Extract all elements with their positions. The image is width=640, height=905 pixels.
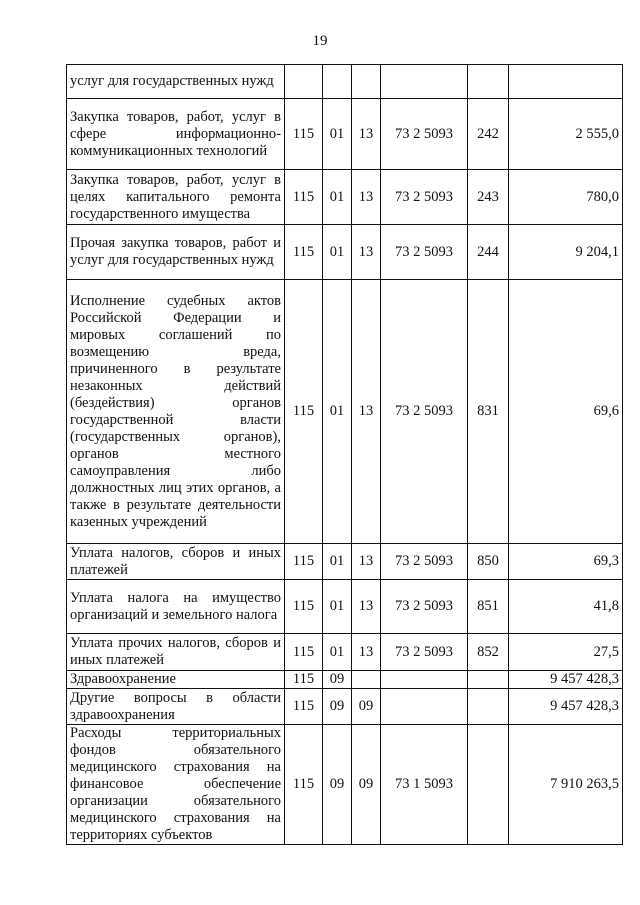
target-code-cell: 73 2 5093 (381, 580, 468, 634)
row-name-cell: Уплата налога на имущество организаций и земельного налога (67, 580, 285, 634)
subsection-code-cell (352, 65, 381, 99)
table-row (67, 65, 623, 99)
section-code-cell: 01 (323, 634, 352, 671)
target-code-cell: 73 2 5093 (381, 634, 468, 671)
section-code-cell: 09 (323, 689, 352, 725)
table-row (67, 280, 623, 544)
table-body (67, 65, 623, 845)
section-code-cell (323, 65, 352, 99)
target-code-cell: 73 2 5093 (381, 225, 468, 280)
amount-cell: 27,5 (509, 634, 623, 671)
expense-type-cell: 243 (468, 170, 509, 225)
table-row (67, 725, 623, 845)
table-row (67, 170, 623, 225)
section-code-cell: 09 (323, 671, 352, 689)
ministry-code-cell: 115 (285, 280, 323, 544)
section-code-cell: 01 (323, 225, 352, 280)
row-name-cell: Уплата прочих налогов, сборов и иных платежей (67, 634, 285, 671)
table-row (67, 580, 623, 634)
ministry-code-cell (285, 65, 323, 99)
section-code-cell: 01 (323, 170, 352, 225)
row-name-cell: услуг для государственных нужд (67, 65, 285, 99)
row-name-cell: Исполнение судебных актов Российской Федерации и мировых соглашений по возмещению вреда, причиненного в результате незаконных действий (бездействия) органов государственной власти (государственных органов), органов местного самоуправления либо должностных лиц этих органов, а также в результате деятельности казенных учреждений (67, 280, 285, 544)
expense-type-cell (468, 689, 509, 725)
ministry-code-cell: 115 (285, 170, 323, 225)
amount-cell: 780,0 (509, 170, 623, 225)
table-row (67, 689, 623, 725)
row-name-cell: Закупка товаров, работ, услуг в целях капитального ремонта государственного имущества (67, 170, 285, 225)
subsection-code-cell: 09 (352, 689, 381, 725)
amount-cell: 9 457 428,3 (509, 671, 623, 689)
target-code-cell (381, 65, 468, 99)
target-code-cell: 73 1 5093 (381, 725, 468, 845)
amount-cell: 69,3 (509, 544, 623, 580)
expense-type-cell: 852 (468, 634, 509, 671)
expense-type-cell (468, 65, 509, 99)
section-code-cell: 01 (323, 544, 352, 580)
budget-table (66, 64, 623, 845)
subsection-code-cell: 13 (352, 634, 381, 671)
target-code-cell: 73 2 5093 (381, 280, 468, 544)
subsection-code-cell: 13 (352, 99, 381, 170)
ministry-code-cell: 115 (285, 671, 323, 689)
target-code-cell (381, 671, 468, 689)
expense-type-cell: 850 (468, 544, 509, 580)
row-name-cell: Закупка товаров, работ, услуг в сфере информационно-коммуникационных технологий (67, 99, 285, 170)
table-row (67, 671, 623, 689)
ministry-code-cell: 115 (285, 580, 323, 634)
ministry-code-cell: 115 (285, 725, 323, 845)
expense-type-cell (468, 671, 509, 689)
section-code-cell: 01 (323, 99, 352, 170)
ministry-code-cell: 115 (285, 634, 323, 671)
row-name-cell: Расходы территориальных фондов обязательного медицинского страхования на финансовое обеспечение организации обязательного медицинского страхования на территориях субъектов (67, 725, 285, 845)
subsection-code-cell: 09 (352, 725, 381, 845)
ministry-code-cell: 115 (285, 225, 323, 280)
row-name-cell: Другие вопросы в области здравоохранения (67, 689, 285, 725)
subsection-code-cell (352, 671, 381, 689)
expense-type-cell: 242 (468, 99, 509, 170)
expense-type-cell: 244 (468, 225, 509, 280)
amount-cell: 2 555,0 (509, 99, 623, 170)
row-name-cell: Уплата налогов, сборов и иных платежей (67, 544, 285, 580)
amount-cell: 7 910 263,5 (509, 725, 623, 845)
expense-type-cell: 851 (468, 580, 509, 634)
row-name-cell: Здравоохранение (67, 671, 285, 689)
section-code-cell: 01 (323, 580, 352, 634)
subsection-code-cell: 13 (352, 580, 381, 634)
section-code-cell: 01 (323, 280, 352, 544)
section-code-cell: 09 (323, 725, 352, 845)
subsection-code-cell: 13 (352, 280, 381, 544)
ministry-code-cell: 115 (285, 99, 323, 170)
page-number: 19 (312, 33, 328, 49)
target-code-cell (381, 689, 468, 725)
target-code-cell: 73 2 5093 (381, 170, 468, 225)
expense-type-cell: 831 (468, 280, 509, 544)
amount-cell: 41,8 (509, 580, 623, 634)
amount-cell: 9 457 428,3 (509, 689, 623, 725)
subsection-code-cell: 13 (352, 544, 381, 580)
table-row (67, 544, 623, 580)
ministry-code-cell: 115 (285, 689, 323, 725)
expense-type-cell (468, 725, 509, 845)
amount-cell (509, 65, 623, 99)
table-row (67, 634, 623, 671)
table-row (67, 99, 623, 170)
row-name-cell: Прочая закупка товаров, работ и услуг для государственных нужд (67, 225, 285, 280)
table-row (67, 225, 623, 280)
subsection-code-cell: 13 (352, 225, 381, 280)
target-code-cell: 73 2 5093 (381, 544, 468, 580)
amount-cell: 9 204,1 (509, 225, 623, 280)
amount-cell: 69,6 (509, 280, 623, 544)
ministry-code-cell: 115 (285, 544, 323, 580)
subsection-code-cell: 13 (352, 170, 381, 225)
target-code-cell: 73 2 5093 (381, 99, 468, 170)
